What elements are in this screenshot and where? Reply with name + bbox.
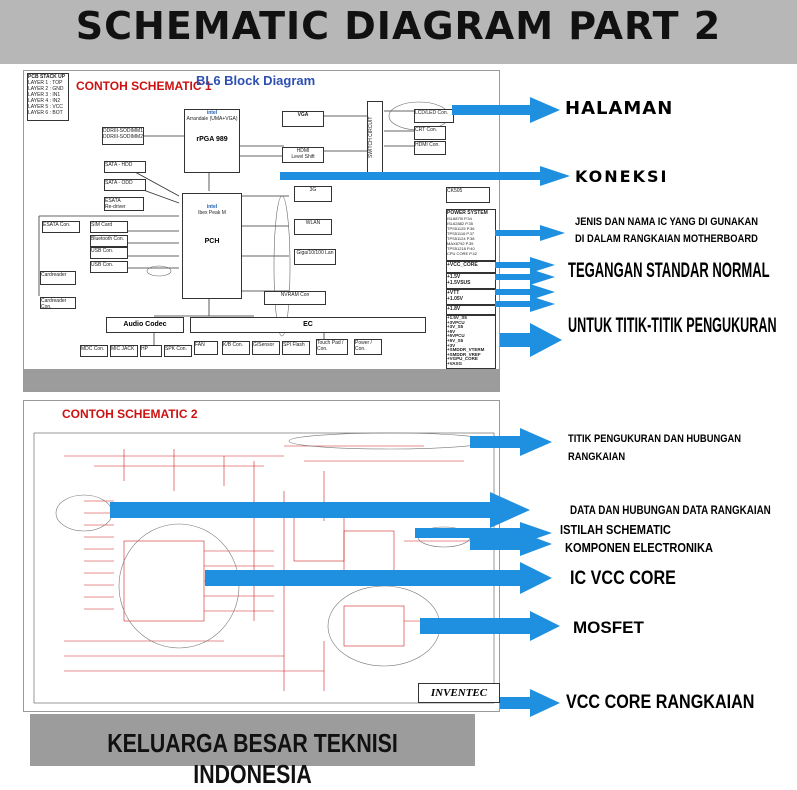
label-ic-vcc: IC VCC CORE: [570, 568, 676, 589]
label-jenis: JENIS DAN NAMA IC YANG DI GUNAKAN DI DALAM RANGKAIAN MOTHERBOARD: [575, 216, 759, 245]
hdmi-level-shift-block: HDMI Level Shift: [282, 147, 324, 163]
rail-vtt: +VTT +1.05V: [446, 289, 496, 305]
label-untuk: UNTUK TITIK-TITIK PENGUKURAN: [568, 314, 777, 337]
rail-standby-list: +1.5V_S5 +3VPCU +3V_S5 +5V +5VPCU +5V_S5 +3V +SMDDR_VTERM +SMDDR_VREF +VGPU_CORE +VAXG: [446, 315, 496, 369]
arrow-vcc-rangkaian: [500, 689, 560, 717]
arrow-rail-3: [495, 284, 555, 300]
sata-odd-block: SATA - ODD: [104, 179, 146, 191]
hp-block: HP: [140, 345, 162, 357]
label-mosfet: MOSFET: [573, 618, 644, 637]
vga-block: VGA: [282, 111, 324, 127]
arrow-koneksi: [280, 166, 570, 186]
usb-con-block-2: USB Con.: [90, 261, 128, 273]
label-data: DATA DAN HUBUNGAN DATA RANGKAIAN: [570, 503, 771, 517]
esata-con-block: ESATA Con.: [42, 221, 80, 233]
arrow-data: [110, 492, 530, 528]
label-komponen: KOMPONEN ELECTRONIKA: [565, 540, 713, 555]
page-title: SCHEMATIC DIAGRAM PART 2: [75, 4, 722, 48]
arrow-rail-1: [495, 257, 555, 273]
rail-vcc-core: +VCC_CORE: [446, 261, 496, 273]
label-istilah: ISTILAH SCHEMATIC: [560, 522, 671, 537]
label-halaman: HALAMAN: [565, 98, 674, 119]
ck505-block: CK505: [446, 187, 490, 203]
label-vcc-rangkaian: VCC CORE RANGKAIAN: [566, 692, 755, 713]
footer-text: KELUARGA BESAR TEKNISI INDONESIA: [107, 728, 398, 789]
label-koneksi: KONEKSI: [575, 167, 669, 186]
sata-hdd-block: SATA - HDD: [104, 161, 146, 173]
arrow-rail-2: [495, 269, 555, 285]
power-con-block: Power / Con.: [354, 339, 382, 355]
gsensor-block: G/Sensor: [252, 341, 280, 355]
schematic-1-caption: CONTOH SCHEMATIC 1: [76, 79, 212, 93]
power-system-box: POWER SYSTEM ISL6879I P.34 ISL62882 P.35 TPS51125 P.36 TPS51116 P.37 TPS51124 P.38 MAX8792 P.39 TPS51218 P.40 CPU CORE P.42: [446, 209, 496, 261]
fan-block: FAN: [194, 341, 218, 355]
arrow-halaman: [452, 97, 560, 123]
inventec-title-block: INVENTEC: [418, 683, 500, 703]
ddr-block: DDRIII-SODIMM1 DDRIII-SODIMM2: [102, 127, 144, 145]
arrow-rail-4: [495, 296, 555, 312]
kb-con-block: K/B Con.: [222, 341, 250, 355]
switch-circuit-block: SWITCH CIRCUIT: [367, 101, 383, 173]
pcb-stack-box: PCB STACK UP LAYER 1 : TOP LAYER 2 : GND LAYER 3 : IN1 LAYER 4 : IN2 LAYER 5 : VCC LAYER 6 : BOT: [27, 73, 69, 121]
mic-jack-block: MIC JACK: [110, 345, 138, 357]
touchpad-block: Touch Pad / Con.: [316, 339, 348, 355]
audio-codec-block: Audio Codec: [106, 317, 184, 333]
spi-flash-block: SPI Flash: [282, 341, 310, 355]
esata-redriver-block: ESATA Re-driver: [104, 197, 144, 211]
label-titik: TITIK PENGUKURAN DAN HUBUNGAN RANGKAIAN: [568, 433, 741, 463]
rail-1-8v: +1.8V: [446, 305, 496, 315]
sim-card-block: SIM Card: [90, 221, 128, 233]
hdmi-con-block: HDMI Con.: [414, 141, 446, 155]
block-diagram-title: BL6 Block Diagram: [196, 73, 316, 88]
3g-block: 3G: [294, 186, 332, 202]
rail-1-5v: +1.5V +1.5VSUS: [446, 273, 496, 289]
arrow-mosfet: [420, 611, 560, 641]
arrow-jenis: [495, 225, 565, 241]
wlan-block: WLAN: [294, 219, 332, 235]
lcd-led-con-block: LCD/LED Con.: [414, 109, 454, 123]
schematic-2-caption: CONTOH SCHEMATIC 2: [62, 407, 198, 421]
pch-block: intel Ibex Peak M PCH: [182, 193, 242, 299]
arrow-ic-vcc: [205, 562, 552, 594]
nvram-con-block: NVRAM Con: [264, 291, 326, 305]
cpu-block: intel Arrandale (UMA+VGA) rPGA 989: [184, 109, 240, 173]
usb-con-block-1: USB Con.: [90, 247, 128, 259]
mdc-con-block: MDC Con.: [80, 345, 108, 357]
crt-con-block: CRT Con.: [414, 126, 446, 140]
ec-block: EC: [190, 317, 426, 333]
arrow-untuk: [500, 323, 562, 357]
arrow-titik: [470, 428, 552, 456]
label-tegangan: TEGANGAN STANDAR NORMAL: [568, 259, 770, 282]
bluetooth-con-block: Bluetooth Con.: [90, 235, 128, 247]
spk-con-block: SPK Con.: [164, 345, 192, 357]
cardreader-block: Cardreader: [40, 271, 76, 285]
cardreader-con-block: Cardreader Con.: [40, 297, 76, 309]
lan-block: Giga/10/100 Lan: [294, 249, 336, 265]
